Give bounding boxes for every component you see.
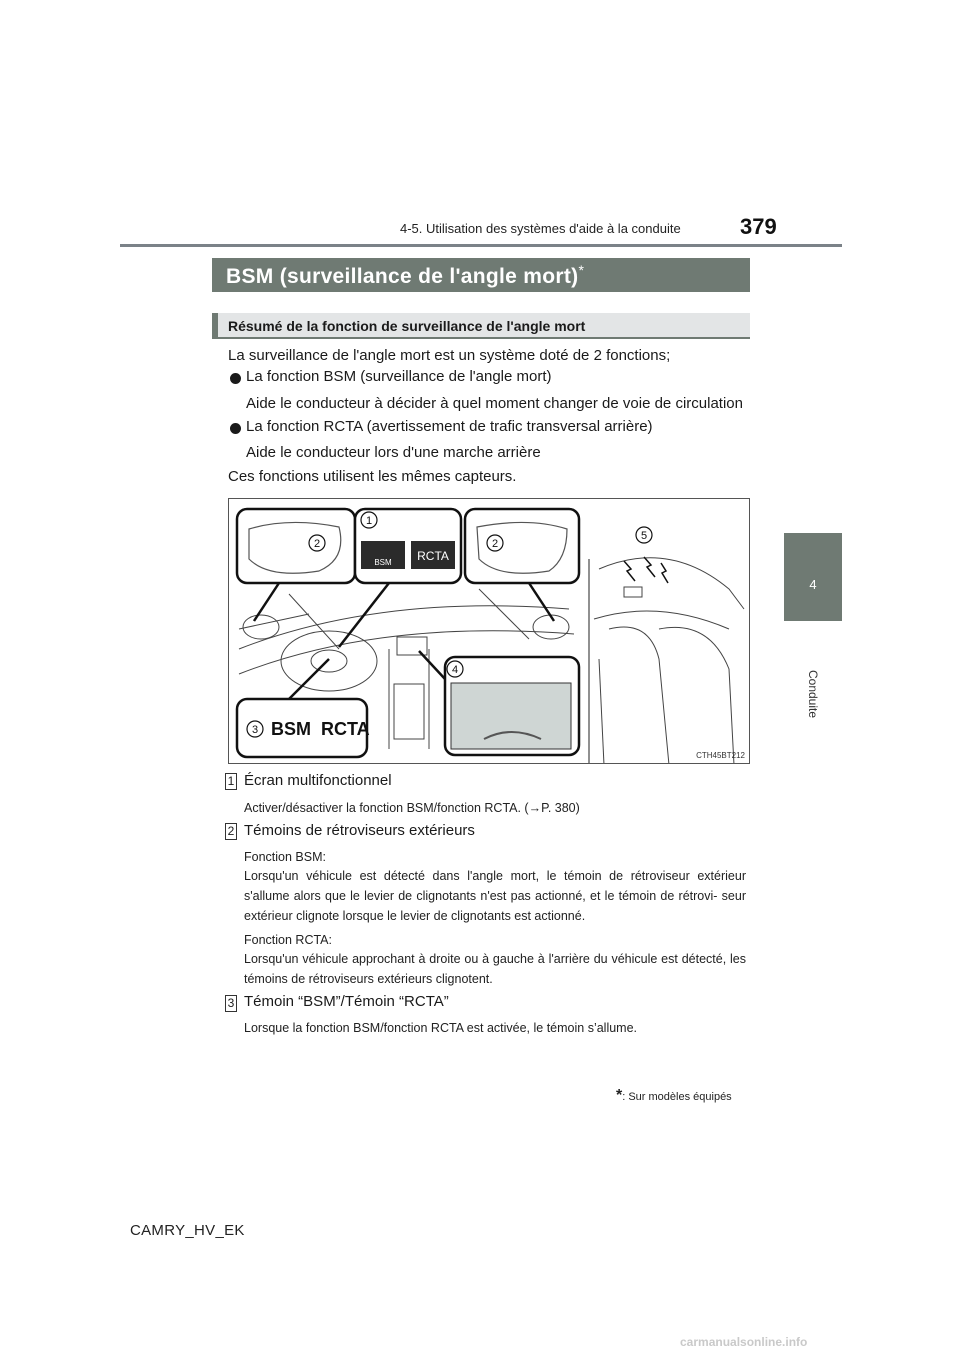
- rcta-indicator-text: RCTA: [417, 549, 449, 563]
- sensors-text: Ces fonctions utilisent les mêmes capteurs.: [228, 468, 517, 485]
- callout-4-text: 4: [451, 664, 459, 676]
- chapter-tab-number[interactable]: 4: [784, 533, 842, 621]
- callout-3-text: 3: [251, 724, 259, 736]
- item-number-1: 1: [225, 773, 237, 790]
- mirror-right-callout: [465, 509, 579, 583]
- figure-code: CTH45BT212: [696, 751, 745, 760]
- section-subtitle: Résumé de la fonction de surveillance de l'angle mort: [212, 313, 750, 339]
- item-2-bsm-heading: Fonction BSM:: [244, 850, 326, 864]
- mirror-left-callout: [237, 509, 355, 583]
- bsm-label: BSM: [271, 719, 311, 739]
- item-1-title: Écran multifonctionnel: [244, 772, 392, 789]
- page-title: [212, 258, 750, 292]
- watermark: carmanualsonline.info: [680, 1335, 808, 1349]
- item-2-rcta-text: Lorsqu'un véhicule approchant à droite ou à gauche à l'arrière du véhicule est détecté, les témoins de rétroviseurs extérieurs clignotent.: [244, 952, 746, 986]
- header-divider: [120, 244, 842, 247]
- bullet-title-rcta: La fonction RCTA (avertissement de trafic transversal arrière): [246, 418, 653, 435]
- page-number: 379: [740, 214, 777, 239]
- item-1-text: Activer/désactiver la fonction BSM/fonction RCTA. (→P. 380): [244, 801, 580, 815]
- item-2-title: Témoins de rétroviseurs extérieurs: [244, 822, 475, 839]
- callout-2-right-text: 2: [491, 538, 499, 550]
- chapter-tab-label-text: Conduite: [806, 669, 820, 719]
- document-code: CAMRY_HV_EK: [130, 1222, 245, 1239]
- bullet-marker: [230, 423, 241, 434]
- footnote: [616, 1087, 732, 1105]
- intro-text: La surveillance de l'angle mort est un système doté de 2 fonctions;: [228, 347, 671, 364]
- item-number-3: 3: [225, 995, 237, 1012]
- callout-1-text: 1: [365, 515, 373, 527]
- rcta-label: RCTA: [321, 719, 370, 739]
- bsm-indicator-text: BSM: [374, 558, 392, 567]
- item-3-text: Lorsque la fonction BSM/fonction RCTA est activée, le témoin s’allume.: [244, 1021, 638, 1035]
- item-number-2: 2: [225, 823, 237, 840]
- bullet-title-bsm: La fonction BSM (surveillance de l'angle mort): [246, 368, 552, 385]
- page-title-text: BSM (surveillance de l'angle mort): [226, 265, 579, 288]
- title-asterisk: *: [578, 262, 585, 278]
- bullet-marker: [230, 373, 241, 384]
- item-3-title: Témoin “BSM”/Témoin “RCTA”: [244, 993, 449, 1010]
- dashboard-illustration: [228, 498, 750, 764]
- callout-2-left-text: 2: [313, 538, 321, 550]
- illustration-drawing: [229, 499, 750, 764]
- section-heading: 4-5. Utilisation des systèmes d'aide à la conduite: [400, 221, 681, 236]
- bullet-desc-bsm: Aide le conducteur à décider à quel moment changer de voie de circulation: [246, 395, 743, 412]
- item-2-bsm-text: Lorsqu'un véhicule est détecté dans l'angle mort, le témoin de rétroviseur extérieur s'allume alors que le levier de clignotants n'est pas actionné, et le témoin de rétrovi- seur extérieur clignote lorsque le levier de clignotants est actionné.: [244, 869, 746, 923]
- bullet-desc-rcta: Aide le conducteur lors d'une marche arrière: [246, 444, 541, 461]
- chapter-tab-label: [784, 625, 842, 763]
- footnote-text: : Sur modèles équipés: [622, 1091, 732, 1103]
- footnote-asterisk: *: [616, 1087, 623, 1104]
- multi-display-screen: [451, 683, 571, 749]
- callout-5-text: 5: [640, 530, 648, 542]
- item-2-rcta-heading: Fonction RCTA:: [244, 933, 332, 947]
